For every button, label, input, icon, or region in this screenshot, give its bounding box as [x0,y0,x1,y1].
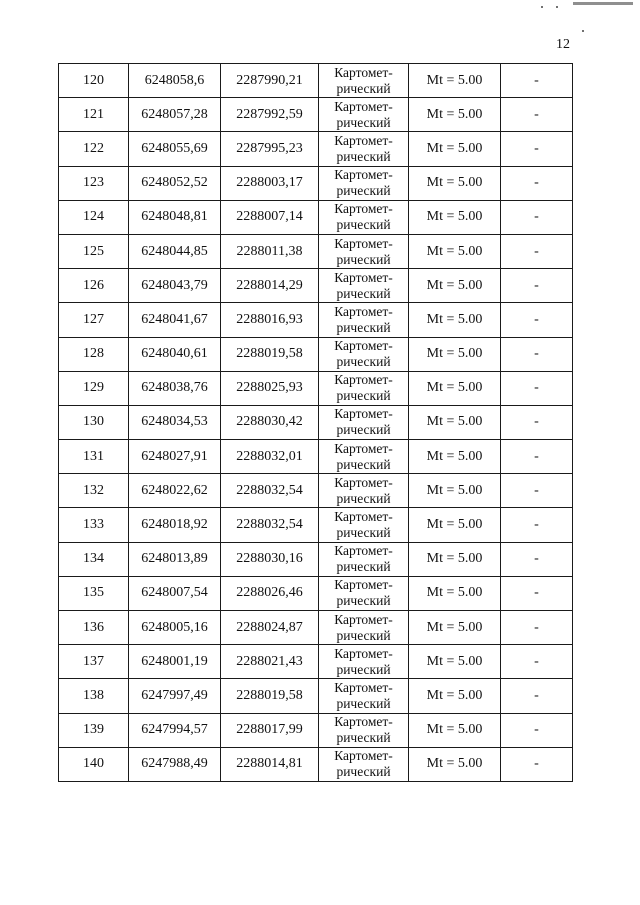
x-coordinate-cell: 6247997,49 [129,679,221,713]
table-row [59,269,573,303]
note-cell: - [501,713,573,747]
point-number-cell: 127 [59,303,129,337]
table-row [59,508,573,542]
note-cell: - [501,474,573,508]
accuracy-cell: Mt = 5.00 [409,645,501,679]
method-line-2: рический [336,456,391,472]
method-line-2: рический [336,114,391,130]
y-coordinate-cell: 2288014,29 [221,269,319,303]
y-coordinate-cell: 2287992,59 [221,98,319,132]
table-row [59,166,573,200]
point-number-cell: 131 [59,440,129,474]
method-cell [319,747,409,781]
method-line-1: Картомет- [334,509,393,525]
method-line-2: рический [336,490,391,506]
point-number-cell: 126 [59,269,129,303]
x-coordinate-cell: 6248027,91 [129,440,221,474]
x-coordinate-cell: 6248001,19 [129,645,221,679]
x-coordinate-cell: 6248044,85 [129,234,221,268]
coordinates-table-body [59,64,573,782]
x-coordinate-cell: 6248018,92 [129,508,221,542]
method-line-2: рический [336,627,391,643]
note-cell: - [501,234,573,268]
method-cell [319,337,409,371]
y-coordinate-cell: 2288021,43 [221,645,319,679]
method-line-1: Картомет- [334,338,393,354]
point-number-cell: 123 [59,166,129,200]
point-number-cell: 138 [59,679,129,713]
method-line-2: рический [336,559,391,575]
note-cell: - [501,337,573,371]
point-number-cell: 120 [59,64,129,98]
method-line-2: рический [336,525,391,541]
accuracy-cell: Mt = 5.00 [409,713,501,747]
note-cell: - [501,679,573,713]
table-row [59,542,573,576]
y-coordinate-cell: 2288026,46 [221,576,319,610]
method-cell [319,234,409,268]
point-number-cell: 122 [59,132,129,166]
y-coordinate-cell: 2288016,93 [221,303,319,337]
y-coordinate-cell: 2288025,93 [221,371,319,405]
method-cell [319,474,409,508]
x-coordinate-cell: 6248007,54 [129,576,221,610]
y-coordinate-cell: 2288030,42 [221,405,319,439]
accuracy-cell: Mt = 5.00 [409,405,501,439]
y-coordinate-cell: 2288017,99 [221,713,319,747]
y-coordinate-cell: 2288014,81 [221,747,319,781]
method-line-2: рический [336,730,391,746]
note-cell: - [501,98,573,132]
scan-artifact-dot [541,6,543,8]
method-line-1: Картомет- [334,474,393,490]
accuracy-cell: Mt = 5.00 [409,508,501,542]
note-cell: - [501,269,573,303]
note-cell: - [501,645,573,679]
x-coordinate-cell: 6248005,16 [129,611,221,645]
method-line-2: рический [336,354,391,370]
y-coordinate-cell: 2288024,87 [221,611,319,645]
table-row [59,713,573,747]
accuracy-cell: Mt = 5.00 [409,576,501,610]
method-line-2: рический [336,80,391,96]
point-number-cell: 132 [59,474,129,508]
method-line-1: Картомет- [334,98,393,114]
point-number-cell: 133 [59,508,129,542]
note-cell: - [501,405,573,439]
scan-artifact-mark [573,2,633,5]
y-coordinate-cell: 2288007,14 [221,200,319,234]
method-line-1: Картомет- [334,611,393,627]
table-row [59,474,573,508]
method-cell [319,405,409,439]
x-coordinate-cell: 6248058,6 [129,64,221,98]
method-line-1: Картомет- [334,64,393,80]
method-line-1: Картомет- [334,440,393,456]
note-cell: - [501,611,573,645]
method-line-1: Картомет- [334,235,393,251]
x-coordinate-cell: 6248038,76 [129,371,221,405]
accuracy-cell: Mt = 5.00 [409,64,501,98]
method-cell [319,611,409,645]
y-coordinate-cell: 2287990,21 [221,64,319,98]
method-cell [319,166,409,200]
table-row [59,64,573,98]
point-number-cell: 129 [59,371,129,405]
note-cell: - [501,371,573,405]
method-cell [319,713,409,747]
y-coordinate-cell: 2288019,58 [221,337,319,371]
accuracy-cell: Mt = 5.00 [409,542,501,576]
method-line-1: Картомет- [334,679,393,695]
accuracy-cell: Mt = 5.00 [409,234,501,268]
method-line-1: Картомет- [334,132,393,148]
method-cell [319,132,409,166]
method-line-2: рический [336,422,391,438]
y-coordinate-cell: 2288032,54 [221,474,319,508]
accuracy-cell: Mt = 5.00 [409,269,501,303]
method-line-2: рический [336,593,391,609]
note-cell: - [501,200,573,234]
note-cell: - [501,64,573,98]
table-row [59,371,573,405]
accuracy-cell: Mt = 5.00 [409,371,501,405]
note-cell: - [501,542,573,576]
accuracy-cell: Mt = 5.00 [409,679,501,713]
accuracy-cell: Mt = 5.00 [409,200,501,234]
accuracy-cell: Mt = 5.00 [409,440,501,474]
method-line-1: Картомет- [334,543,393,559]
method-line-1: Картомет- [334,714,393,730]
y-coordinate-cell: 2288019,58 [221,679,319,713]
accuracy-cell: Mt = 5.00 [409,337,501,371]
point-number-cell: 130 [59,405,129,439]
table-row [59,303,573,337]
note-cell: - [501,576,573,610]
method-line-1: Картомет- [334,167,393,183]
y-coordinate-cell: 2288032,54 [221,508,319,542]
method-line-2: рический [336,285,391,301]
table-row [59,747,573,781]
table-row [59,645,573,679]
method-line-1: Картомет- [334,372,393,388]
accuracy-cell: Mt = 5.00 [409,611,501,645]
method-line-2: рический [336,764,391,780]
table-row [59,576,573,610]
note-cell: - [501,440,573,474]
method-line-1: Картомет- [334,645,393,661]
method-cell [319,440,409,474]
y-coordinate-cell: 2288032,01 [221,440,319,474]
y-coordinate-cell: 2288030,16 [221,542,319,576]
accuracy-cell: Mt = 5.00 [409,747,501,781]
method-line-2: рический [336,148,391,164]
method-line-1: Картомет- [334,269,393,285]
y-coordinate-cell: 2288003,17 [221,166,319,200]
table-row [59,611,573,645]
method-cell [319,508,409,542]
x-coordinate-cell: 6248043,79 [129,269,221,303]
point-number-cell: 121 [59,98,129,132]
point-number-cell: 124 [59,200,129,234]
method-line-2: рический [336,695,391,711]
point-number-cell: 137 [59,645,129,679]
note-cell: - [501,132,573,166]
x-coordinate-cell: 6247988,49 [129,747,221,781]
page-number: 12 [556,37,570,52]
table-row [59,200,573,234]
method-cell [319,269,409,303]
point-number-cell: 125 [59,234,129,268]
x-coordinate-cell: 6248040,61 [129,337,221,371]
method-cell [319,542,409,576]
accuracy-cell: Mt = 5.00 [409,474,501,508]
accuracy-cell: Mt = 5.00 [409,303,501,337]
method-line-1: Картомет- [334,406,393,422]
point-number-cell: 136 [59,611,129,645]
table-row [59,132,573,166]
x-coordinate-cell: 6248052,52 [129,166,221,200]
y-coordinate-cell: 2288011,38 [221,234,319,268]
point-number-cell: 140 [59,747,129,781]
point-number-cell: 139 [59,713,129,747]
x-coordinate-cell: 6248055,69 [129,132,221,166]
method-cell [319,98,409,132]
method-cell [319,576,409,610]
point-number-cell: 128 [59,337,129,371]
table-row [59,679,573,713]
method-cell [319,200,409,234]
x-coordinate-cell: 6248048,81 [129,200,221,234]
table-row [59,405,573,439]
coordinates-table [58,63,573,782]
method-line-1: Картомет- [334,577,393,593]
accuracy-cell: Mt = 5.00 [409,98,501,132]
method-line-1: Картомет- [334,303,393,319]
method-line-2: рический [336,217,391,233]
x-coordinate-cell: 6248022,62 [129,474,221,508]
method-cell [319,303,409,337]
note-cell: - [501,747,573,781]
note-cell: - [501,508,573,542]
method-cell [319,64,409,98]
table-row [59,234,573,268]
method-line-1: Картомет- [334,201,393,217]
method-cell [319,679,409,713]
point-number-cell: 135 [59,576,129,610]
x-coordinate-cell: 6248013,89 [129,542,221,576]
table-row [59,440,573,474]
method-line-2: рический [336,319,391,335]
scan-artifact-dot [582,30,584,32]
scan-artifact-dot [556,6,558,8]
x-coordinate-cell: 6248041,67 [129,303,221,337]
x-coordinate-cell: 6248034,53 [129,405,221,439]
table-row [59,98,573,132]
point-number-cell: 134 [59,542,129,576]
x-coordinate-cell: 6247994,57 [129,713,221,747]
table-row [59,337,573,371]
method-cell [319,645,409,679]
method-line-2: рический [336,388,391,404]
accuracy-cell: Mt = 5.00 [409,132,501,166]
method-line-1: Картомет- [334,748,393,764]
method-line-2: рический [336,661,391,677]
x-coordinate-cell: 6248057,28 [129,98,221,132]
method-cell [319,371,409,405]
accuracy-cell: Mt = 5.00 [409,166,501,200]
method-line-2: рический [336,251,391,267]
note-cell: - [501,303,573,337]
y-coordinate-cell: 2287995,23 [221,132,319,166]
method-line-2: рический [336,183,391,199]
note-cell: - [501,166,573,200]
